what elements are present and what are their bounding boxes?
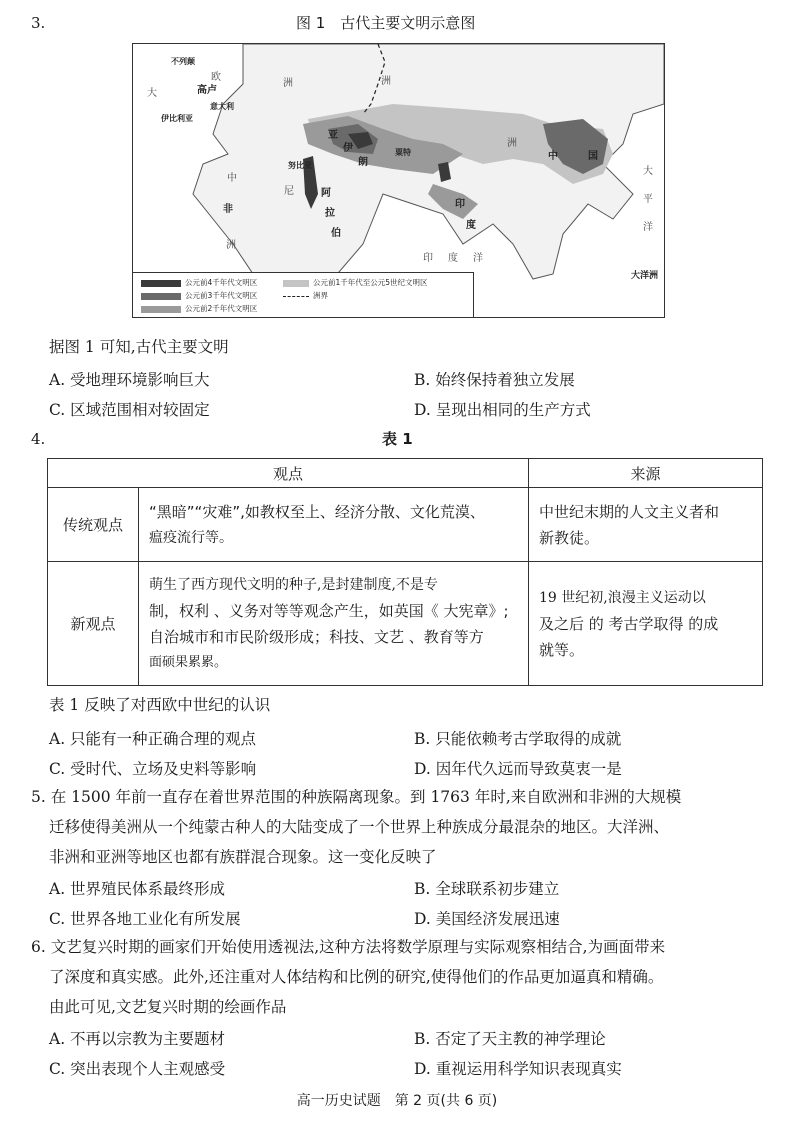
table-row-traditional bbox=[48, 488, 763, 562]
question-5-option-a: A. 世界殖民体系最终形成 bbox=[49, 880, 226, 898]
new-view-line-3: 自治城市和市民阶级形成；科技、文艺 、教育等方 bbox=[149, 627, 484, 646]
page-footer: 高一历史试题 第 2 页(共 6 页) bbox=[296, 1093, 498, 1109]
question-6-option-d: D. 重视运用科学知识表现真实 bbox=[414, 1060, 622, 1078]
question-4-option-c: C. 受时代、立场及史料等影响 bbox=[49, 760, 257, 778]
question-3-stem: 据图 1 可知,古代主要文明 bbox=[49, 338, 229, 356]
question-5-option-d: D. 美国经济发展迅速 bbox=[414, 910, 560, 928]
label-zhou-asia-2: 洲 bbox=[507, 138, 517, 149]
question-3-option-c: C. 区域范围相对较固定 bbox=[49, 401, 210, 419]
question-3-number: 3. bbox=[31, 14, 46, 32]
label-asia-ya: 亚 bbox=[328, 130, 338, 141]
new-view-line-4: 面硕果累累。 bbox=[149, 654, 228, 670]
legend-label-3k: 公元前3千年代文明区 bbox=[185, 291, 258, 300]
question-4-option-a: A. 只能有一种正确合理的观点 bbox=[49, 730, 257, 748]
label-zhou-asia: 洲 bbox=[381, 76, 391, 87]
legend-item-boundary bbox=[283, 290, 328, 301]
row-label-traditional: 传统观点 bbox=[48, 488, 139, 562]
table-header-row bbox=[48, 459, 763, 488]
traditional-source-line-2: 新教徒。 bbox=[539, 528, 600, 547]
label-zhou-africa: 洲 bbox=[226, 240, 236, 251]
ancient-civilizations-map bbox=[132, 43, 665, 318]
label-iran-yi: 伊 bbox=[343, 143, 353, 154]
traditional-view-line-2: 瘟疫流行等。 bbox=[149, 529, 233, 546]
legend-label-4k: 公元前4千年代文明区 bbox=[185, 278, 258, 287]
label-arabia-la: 拉 bbox=[325, 208, 335, 219]
question-5-line-1: 5. 在 1500 年前一直存在着世界范围的种族隔离现象。到 1763 年时,来自欧洲和非洲的大规模 bbox=[31, 788, 682, 806]
legend-label-1k: 公元前1千年代至公元5世纪文明区 bbox=[313, 278, 428, 287]
legend-swatch-2k bbox=[141, 306, 181, 313]
label-da: 大 bbox=[147, 88, 157, 99]
table-header-view: 观点 bbox=[48, 459, 529, 488]
label-arabia-bo: 伯 bbox=[331, 228, 341, 239]
label-italy: 意大利 bbox=[210, 102, 234, 111]
label-oceania: 大洋洲 bbox=[631, 271, 659, 281]
label-britain: 不列颠 bbox=[171, 57, 195, 66]
legend-swatch-1k bbox=[283, 280, 309, 287]
new-view-line-2: 制，权利 、义务对等等观念产生，如英国《 大宪章》; bbox=[149, 601, 509, 620]
label-pacific-ping: 平 bbox=[643, 194, 653, 205]
figure-1-caption: 图 1 古代主要文明示意图 bbox=[296, 14, 476, 32]
label-arabia-a: 阿 bbox=[321, 188, 331, 199]
question-6-line-3: 由此可见,文艺复兴时期的绘画作品 bbox=[49, 998, 287, 1016]
label-indian-ocean-du: 度 bbox=[448, 253, 458, 264]
label-sogdia: 粟特 bbox=[395, 148, 411, 157]
question-6-line-1: 6. 文艺复兴时期的画家们开始使用透视法,这种方法将数学原理与实际观察相结合,为画面带来 bbox=[31, 938, 666, 956]
label-pacific-yang: 洋 bbox=[643, 222, 653, 233]
question-3-option-b: B. 始终保持着独立发展 bbox=[414, 371, 575, 389]
new-view bbox=[139, 562, 529, 686]
question-5-line-3: 非洲和亚洲等地区也都有族群混合现象。这一变化反映了 bbox=[49, 848, 437, 866]
table-row-new bbox=[48, 562, 763, 686]
label-ni: 尼 bbox=[284, 186, 294, 197]
legend-label-boundary: 洲界 bbox=[313, 291, 328, 300]
question-5-option-b: B. 全球联系初步建立 bbox=[414, 880, 560, 898]
question-6-line-2: 了深度和真实感。此外,还注重对人体结构和比例的研究,使得他们的作品更加逼真和精确。 bbox=[49, 968, 664, 986]
label-indian-ocean-yang: 洋 bbox=[473, 253, 483, 264]
question-3-option-d: D. 呈现出相同的生产方式 bbox=[414, 401, 591, 419]
row-label-new: 新观点 bbox=[48, 562, 139, 686]
legend-item-4k bbox=[141, 277, 257, 288]
traditional-view bbox=[139, 488, 529, 562]
table-1 bbox=[47, 458, 763, 686]
label-india-du: 度 bbox=[466, 220, 476, 231]
new-source-line-2: 及之后 的 考古学取得 的成 bbox=[539, 614, 719, 633]
table-1-caption: 表 1 bbox=[382, 430, 413, 448]
table-header-source: 来源 bbox=[529, 459, 763, 488]
legend-swatch-3k bbox=[141, 293, 181, 300]
new-source-line-1: 19 世纪初,浪漫主义运动以 bbox=[539, 589, 706, 606]
question-6-option-b: B. 否定了天主教的神学理论 bbox=[414, 1030, 606, 1048]
label-gaul: 高卢 bbox=[197, 85, 217, 96]
traditional-source-line-1: 中世纪末期的人文主义者和 bbox=[539, 502, 720, 521]
label-india-yin: 印 bbox=[455, 199, 465, 210]
question-5-line-2: 迁移使得美洲从一个纯蒙古种人的大陆变成了一个世界上种族成分最混杂的地区。大洋洲、 bbox=[49, 818, 670, 836]
question-4-number: 4. bbox=[31, 430, 46, 448]
label-africa-fei: 非 bbox=[223, 204, 233, 215]
question-4-option-d: D. 因年代久远而导致莫衷一是 bbox=[414, 760, 622, 778]
label-zhou-europe: 洲 bbox=[283, 78, 293, 89]
question-6-option-a: A. 不再以宗教为主要题材 bbox=[49, 1030, 226, 1048]
legend-swatch-4k bbox=[141, 280, 181, 287]
new-source bbox=[529, 562, 763, 686]
traditional-view-line-1: “黑暗”“灾难”,如教权至上、经济分散、文化荒漠、 bbox=[149, 502, 485, 521]
label-mediterranean: 中 bbox=[227, 173, 237, 184]
label-nubia: 努比亚 bbox=[288, 161, 312, 170]
label-indian-ocean-yin: 印 bbox=[423, 253, 433, 264]
label-china-guo: 国 bbox=[588, 151, 598, 162]
new-view-line-1: 萌生了西方现代文明的种子,是封建制度,不是专 bbox=[149, 576, 438, 593]
label-china-zhong: 中 bbox=[548, 151, 558, 162]
label-iran-lang: 朗 bbox=[358, 157, 368, 168]
legend-swatch-boundary bbox=[283, 296, 309, 297]
new-source-line-3: 就等。 bbox=[539, 640, 585, 659]
traditional-source bbox=[529, 488, 763, 562]
label-iberia: 伊比利亚 bbox=[161, 114, 193, 123]
legend-label-2k: 公元前2千年代文明区 bbox=[185, 304, 258, 313]
legend-item-1k bbox=[283, 277, 428, 288]
question-3-option-a: A. 受地理环境影响巨大 bbox=[49, 371, 210, 389]
question-4-stem: 表 1 反映了对西欧中世纪的认识 bbox=[49, 696, 271, 714]
question-4-option-b: B. 只能依赖考古学取得的成就 bbox=[414, 730, 622, 748]
label-pacific-da: 大 bbox=[643, 166, 653, 177]
question-5-option-c: C. 世界各地工业化有所发展 bbox=[49, 910, 241, 928]
label-europe: 欧 bbox=[211, 72, 221, 83]
legend-item-3k bbox=[141, 290, 257, 301]
legend-item-2k bbox=[141, 303, 257, 314]
question-6-option-c: C. 突出表现个人主观感受 bbox=[49, 1060, 226, 1078]
map-legend bbox=[133, 272, 474, 317]
